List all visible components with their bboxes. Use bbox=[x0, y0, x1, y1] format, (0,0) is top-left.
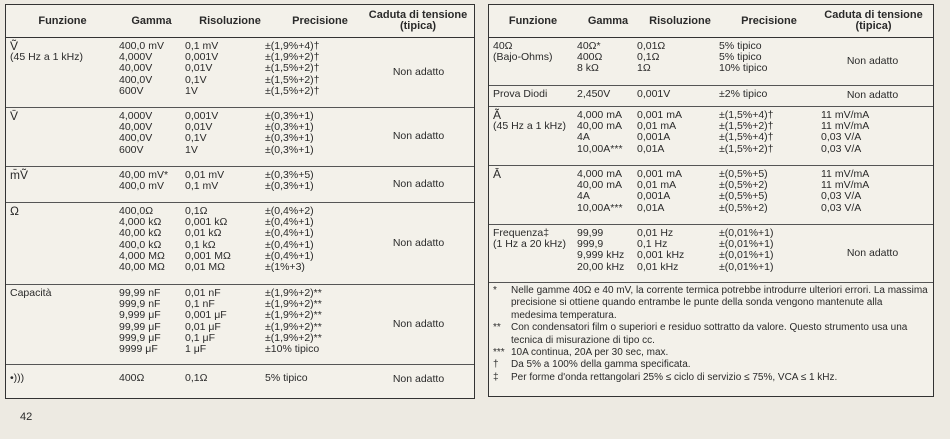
risoluzione-cell: 0,001V bbox=[185, 110, 219, 122]
risoluzione-cell: 1 μF bbox=[185, 342, 207, 355]
precisione-cell: ±(1,9%+2)** bbox=[265, 331, 322, 344]
header-funzione: Funzione bbox=[38, 15, 87, 27]
footnote-mark: * bbox=[493, 285, 497, 296]
risoluzione-cell: 0,001 kHz bbox=[637, 249, 685, 262]
risoluzione-cell: 0,1 nF bbox=[185, 298, 215, 311]
function-symbol: V̄ bbox=[10, 109, 19, 123]
table-header bbox=[6, 5, 474, 38]
risoluzione-cell: 0,1 mV bbox=[185, 40, 219, 52]
risoluzione-cell: 0,001V bbox=[185, 51, 219, 64]
section-adc bbox=[489, 166, 933, 225]
precisione-cell: ±(0,5%+5) bbox=[719, 190, 768, 203]
header-precisione: Precisione bbox=[292, 15, 348, 27]
risoluzione-cell: 0,001V bbox=[637, 88, 671, 100]
caduta-cell: Non adatto bbox=[392, 65, 445, 78]
gamma-cell: 999,9 μF bbox=[119, 331, 161, 344]
function-label: 40Ω bbox=[493, 40, 513, 52]
caduta-cell: 11 mV/mA bbox=[821, 179, 870, 192]
function-label: Frequenza‡ bbox=[493, 227, 550, 239]
footnote bbox=[493, 347, 929, 359]
precisione-cell: ±(1,5%+2)† bbox=[719, 120, 774, 133]
gamma-cell: 4,000V bbox=[119, 51, 153, 64]
risoluzione-cell: 0,001 kΩ bbox=[185, 216, 228, 229]
gamma-cell: 9,999 μF bbox=[119, 309, 161, 322]
spec-table-left bbox=[5, 4, 475, 399]
page-number: 42 bbox=[20, 411, 33, 423]
risoluzione-cell: 0,1 mV bbox=[185, 180, 219, 193]
function-label: Prova Diodi bbox=[493, 88, 548, 100]
gamma-cell: 400Ω bbox=[577, 51, 603, 64]
gamma-cell: 400,0V bbox=[119, 73, 153, 86]
gamma-cell: 400,0V bbox=[119, 132, 153, 145]
precisione-cell: ±(0,5%+2) bbox=[719, 179, 768, 192]
risoluzione-cell: 0,01 kΩ bbox=[185, 227, 222, 240]
section-vac bbox=[6, 38, 474, 108]
risoluzione-cell: 0,01 nF bbox=[185, 287, 221, 299]
precisione-cell: ±(0,3%+1) bbox=[265, 143, 314, 156]
function-symbol: Ω bbox=[10, 204, 19, 218]
precisione-cell: ±(1,5%+2)† bbox=[265, 62, 320, 75]
gamma-cell: 40,00 MΩ bbox=[119, 260, 165, 273]
footnote bbox=[493, 359, 929, 371]
precisione-cell: ±(0,01%+1) bbox=[719, 249, 774, 262]
risoluzione-cell: 0,01 mA bbox=[637, 120, 677, 133]
precisione-cell: ±2% tipico bbox=[719, 88, 768, 100]
continuity-icon: •))) bbox=[10, 372, 25, 384]
precisione-cell: ±(1,9%+2)** bbox=[265, 287, 322, 299]
gamma-cell: 999,9 nF bbox=[119, 298, 161, 311]
precisione-cell: ±(0,3%+1) bbox=[265, 132, 314, 145]
gamma-cell: 99,99 bbox=[577, 227, 604, 239]
precisione-cell: 5% tipico bbox=[719, 51, 762, 64]
precisione-cell: ±(1,5%+4)† bbox=[719, 131, 774, 144]
header-risoluzione: Risoluzione bbox=[649, 15, 711, 27]
gamma-cell: 4,000 MΩ bbox=[119, 249, 165, 262]
caduta-cell: 11 mV/mA bbox=[821, 120, 870, 133]
caduta-cell: Non adatto bbox=[846, 89, 899, 102]
gamma-cell: 99,99 nF bbox=[119, 287, 161, 299]
precisione-cell: ±(0,3%+1) bbox=[265, 110, 314, 122]
precisione-cell: ±(1,5%+2)† bbox=[265, 73, 320, 86]
risoluzione-cell: 0,001 MΩ bbox=[185, 249, 231, 262]
caduta-cell: Non adatto bbox=[392, 236, 445, 249]
section-prova-diodi bbox=[489, 86, 933, 107]
precisione-cell: ±(0,4%+1) bbox=[265, 238, 314, 251]
header-caduta: Caduta di tensione (tipica) bbox=[368, 9, 468, 32]
gamma-cell: 20,00 kHz bbox=[577, 260, 625, 273]
footnotes bbox=[489, 283, 933, 384]
function-symbol: Ā bbox=[493, 167, 502, 181]
risoluzione-cell: 0,01V bbox=[185, 62, 213, 75]
section-capacita bbox=[6, 285, 474, 365]
risoluzione-cell: 0,1 kΩ bbox=[185, 238, 216, 251]
gamma-cell: 10,00A*** bbox=[577, 142, 623, 155]
risoluzione-cell: 1V bbox=[185, 143, 198, 156]
footnote bbox=[493, 322, 929, 347]
precisione-cell: ±(0,01%+1) bbox=[719, 238, 774, 251]
risoluzione-cell: 0,1 Hz bbox=[637, 238, 668, 251]
caduta-cell: 0,03 V/A bbox=[821, 190, 862, 203]
precisione-cell: 5% tipico bbox=[265, 372, 308, 384]
caduta-cell: 11 mV/mA bbox=[821, 109, 870, 121]
caduta-cell: Non adatto bbox=[392, 177, 445, 190]
gamma-cell: 4,000 mA bbox=[577, 109, 622, 121]
function-label: (45 Hz a 1 kHz) bbox=[493, 120, 566, 133]
risoluzione-cell: 0,1V bbox=[185, 132, 207, 145]
risoluzione-cell: 0,1V bbox=[185, 73, 207, 86]
precisione-cell: ±(0,4%+2) bbox=[265, 205, 314, 217]
risoluzione-cell: 0,1Ω bbox=[637, 51, 660, 64]
gamma-cell: 600V bbox=[119, 143, 144, 156]
gamma-cell: 8 kΩ bbox=[577, 62, 599, 75]
precisione-cell: ±(0,4%+1) bbox=[265, 249, 314, 262]
gamma-cell: 9,999 kHz bbox=[577, 249, 625, 262]
function-label: (Bajo-Ohms) bbox=[493, 51, 553, 64]
section-vdc bbox=[6, 108, 474, 167]
gamma-cell: 9999 μF bbox=[119, 342, 158, 355]
precisione-cell: 5% tipico bbox=[719, 40, 762, 52]
gamma-cell: 40,00 mV* bbox=[119, 169, 169, 181]
section-aac bbox=[489, 107, 933, 166]
footnote-mark: ** bbox=[493, 322, 501, 334]
precisione-cell: ±(1,9%+2)** bbox=[265, 309, 322, 322]
gamma-cell: 4,000 mA bbox=[577, 168, 622, 180]
section-frequenza bbox=[489, 225, 933, 283]
precisione-cell: ±10% tipico bbox=[265, 342, 320, 355]
risoluzione-cell: 0,01Ω bbox=[637, 40, 666, 52]
caduta-cell: Non adatto bbox=[846, 54, 899, 67]
function-symbol: Ã bbox=[493, 108, 502, 122]
footnote-text: Per forme d'onda rettangolari 25% ≤ ciclo di servizio ≤ 75%, VCA ≤ 1 kHz. bbox=[511, 371, 838, 383]
function-symbol: Ṽ bbox=[10, 39, 19, 53]
header-risoluzione: Risoluzione bbox=[199, 15, 261, 27]
risoluzione-cell: 0,01 mA bbox=[637, 179, 677, 192]
gamma-cell: 40,00 mA bbox=[577, 179, 622, 192]
gamma-cell: 600V bbox=[119, 84, 144, 97]
risoluzione-cell: 0,01 kHz bbox=[637, 260, 679, 273]
precisione-cell: ±(0,01%+1) bbox=[719, 260, 774, 273]
gamma-cell: 40,00 mA bbox=[577, 120, 622, 133]
gamma-cell: 400,0 mV bbox=[119, 40, 164, 52]
risoluzione-cell: 0,1Ω bbox=[185, 205, 208, 217]
risoluzione-cell: 0,001A bbox=[637, 131, 671, 144]
risoluzione-cell: 0,01V bbox=[185, 121, 213, 134]
risoluzione-cell: 0,01 μF bbox=[185, 320, 221, 333]
risoluzione-cell: 0,1 μF bbox=[185, 331, 215, 344]
precisione-cell: ±(1,5%+2)† bbox=[265, 84, 320, 97]
footnote-text: Da 5% a 100% della gamma specificata. bbox=[511, 359, 691, 371]
function-label: Capacità bbox=[10, 287, 52, 299]
footnote bbox=[493, 372, 929, 384]
header-gamma: Gamma bbox=[587, 15, 629, 27]
footnote-mark: ‡ bbox=[493, 371, 499, 383]
footnote-text: Con condensatori film o superiori e residuo sottratto da valore. Questo strumento usa una tecnica di misurazione di tipo cc. bbox=[511, 322, 908, 346]
risoluzione-cell: 0,01A bbox=[637, 142, 665, 155]
risoluzione-cell: 0,1Ω bbox=[185, 372, 208, 384]
precisione-cell: ±(0,3%+5) bbox=[265, 169, 314, 181]
risoluzione-cell: 0,01 Hz bbox=[637, 227, 674, 239]
function-symbol: m̄Ṽ bbox=[10, 168, 28, 182]
risoluzione-cell: 0,01 mV bbox=[185, 169, 225, 181]
precisione-cell: ±(1,5%+2)† bbox=[719, 142, 774, 155]
precisione-cell: ±(1,9%+2)** bbox=[265, 320, 322, 333]
gamma-cell: 2,450V bbox=[577, 88, 611, 100]
gamma-cell: 4A bbox=[577, 190, 590, 203]
caduta-cell: 0,03 V/A bbox=[821, 142, 862, 155]
precisione-cell: ±(0,4%+1) bbox=[265, 216, 314, 229]
risoluzione-cell: 0,001 mA bbox=[637, 109, 682, 121]
section-low-ohms bbox=[489, 38, 933, 86]
risoluzione-cell: 0,001 mA bbox=[637, 168, 682, 180]
caduta-cell: Non adatto bbox=[392, 317, 445, 330]
footnote-text: 10A continua, 20A per 30 sec, max. bbox=[511, 347, 669, 359]
caduta-cell: Non adatto bbox=[846, 246, 899, 259]
precisione-cell: ±(1%+3) bbox=[265, 260, 305, 273]
precisione-cell: ±(0,5%+2) bbox=[719, 201, 768, 214]
risoluzione-cell: 0,001A bbox=[637, 190, 671, 203]
precisione-cell: ±(1,5%+4)† bbox=[719, 109, 774, 121]
caduta-cell: 11 mV/mA bbox=[821, 168, 870, 180]
header-gamma: Gamma bbox=[131, 15, 172, 27]
gamma-cell: 40Ω* bbox=[577, 40, 601, 52]
precisione-cell: ±(1,9%+2)† bbox=[265, 51, 320, 64]
caduta-cell: 0,03 V/A bbox=[821, 201, 862, 214]
gamma-cell: 40,00V bbox=[119, 62, 153, 75]
footnote-text: Nelle gamme 40Ω e 40 mV, la corrente termica potrebbe introdurre ulteriori errori. La massima precisione si ottiene quando entrambe le punte della sonda vengono mantenute alla medesima temperatura. bbox=[511, 285, 928, 321]
risoluzione-cell: 0,01 MΩ bbox=[185, 260, 225, 273]
footnote-mark: † bbox=[493, 359, 499, 371]
gamma-cell: 10,00A*** bbox=[577, 201, 623, 214]
gamma-cell: 40,00V bbox=[119, 121, 153, 134]
gamma-cell: 40,00 kΩ bbox=[119, 227, 162, 240]
gamma-cell: 400,0 mV bbox=[119, 180, 164, 193]
footnote bbox=[493, 285, 929, 322]
gamma-cell: 99,99 μF bbox=[119, 320, 161, 333]
gamma-cell: 999,9 bbox=[577, 238, 604, 251]
header-caduta: Caduta di tensione (tipica) bbox=[824, 9, 923, 32]
precisione-cell: ±(0,5%+5) bbox=[719, 168, 768, 180]
risoluzione-cell: 0,01A bbox=[637, 201, 665, 214]
precisione-cell: 10% tipico bbox=[719, 62, 768, 75]
precisione-cell: ±(1,9%+2)** bbox=[265, 298, 322, 311]
gamma-cell: 400,0Ω bbox=[119, 205, 154, 217]
risoluzione-cell: 0,001 μF bbox=[185, 309, 227, 322]
precisione-cell: ±(0,01%+1) bbox=[719, 227, 774, 239]
precisione-cell: ±(0,3%+1) bbox=[265, 180, 314, 193]
risoluzione-cell: 1V bbox=[185, 84, 198, 97]
gamma-cell: 400,0 kΩ bbox=[119, 238, 162, 251]
header-precisione: Precisione bbox=[741, 15, 797, 27]
table-header bbox=[489, 5, 933, 38]
function-label: (45 Hz a 1 kHz) bbox=[10, 51, 83, 64]
risoluzione-cell: 1Ω bbox=[637, 62, 651, 75]
spec-table-right bbox=[488, 4, 934, 397]
gamma-cell: 400Ω bbox=[119, 372, 145, 384]
footnote-mark: *** bbox=[493, 347, 505, 359]
section-continuita bbox=[6, 365, 474, 395]
gamma-cell: 4,000V bbox=[119, 110, 153, 122]
section-mv bbox=[6, 167, 474, 203]
precisione-cell: ±(0,4%+1) bbox=[265, 227, 314, 240]
precisione-cell: ±(1,9%+4)† bbox=[265, 40, 320, 52]
caduta-cell: Non adatto bbox=[392, 130, 445, 143]
function-label: (1 Hz a 20 kHz) bbox=[493, 238, 566, 251]
header-funzione: Funzione bbox=[508, 15, 558, 27]
gamma-cell: 4A bbox=[577, 131, 590, 144]
section-ohm bbox=[6, 203, 474, 285]
caduta-cell: Non adatto bbox=[392, 373, 445, 386]
gamma-cell: 4,000 kΩ bbox=[119, 216, 162, 229]
precisione-cell: ±(0,3%+1) bbox=[265, 121, 314, 134]
caduta-cell: 0,03 V/A bbox=[821, 131, 862, 144]
